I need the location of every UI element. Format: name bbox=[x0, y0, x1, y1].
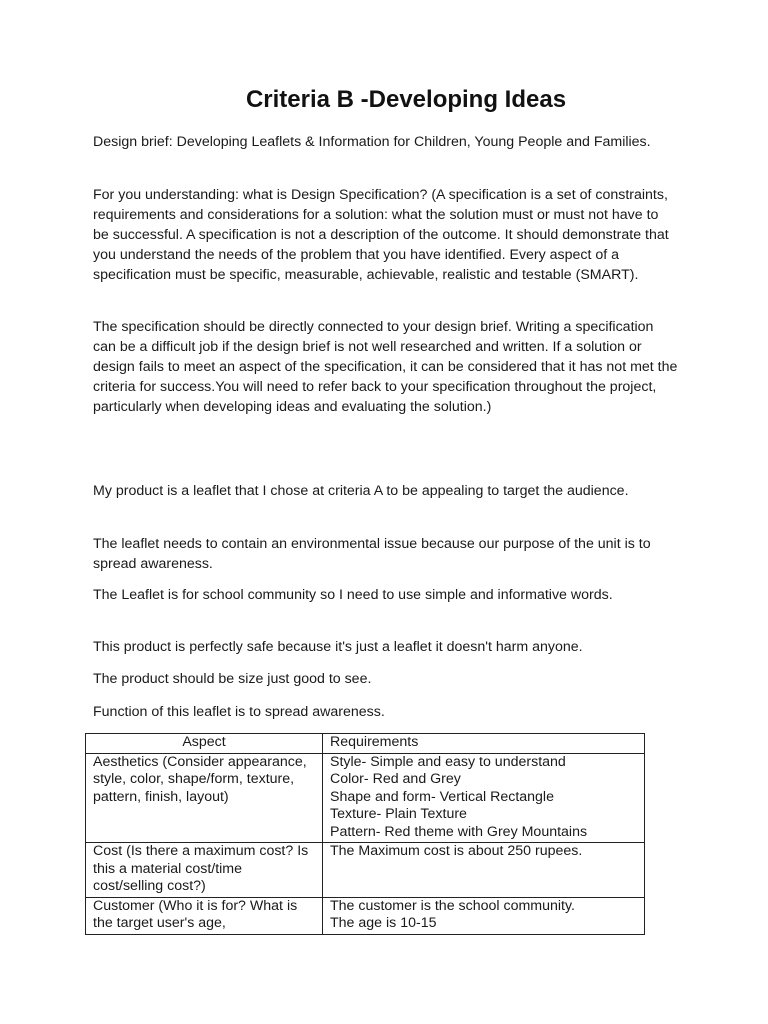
requirement-line: The customer is the school community. bbox=[330, 897, 575, 914]
table-header-row bbox=[86, 734, 645, 754]
header-aspect: Aspect bbox=[86, 734, 323, 754]
specification-definition-paragraph: For you understanding: what is Design Specification? (A specification is a set of constraints, requirements and considerations for a solution: what the solution must or must not have to be successful. A specification is not a description of the outcome. It should demonstrate that you understand the needs of the problem that you have identified. Every aspect of a specification must be specific, measurable, achievable, realistic and testable (SMART). bbox=[93, 187, 669, 283]
requirement-line: Style- Simple and easy to understand bbox=[330, 753, 566, 770]
requirements-cell-customer bbox=[323, 897, 645, 934]
requirements-cell-aesthetics bbox=[323, 753, 645, 843]
size-paragraph: The product should be size just good to see. bbox=[93, 671, 372, 687]
aspect-cell-aesthetics: Aesthetics (Consider appearance, style, color, shape/form, texture, pattern, finish, layout) bbox=[86, 753, 323, 843]
school-paragraph: The Leaflet is for school community so I need to use simple and informative words. bbox=[93, 587, 613, 603]
table-row bbox=[86, 753, 645, 843]
specification-table bbox=[85, 733, 645, 935]
aspect-cell-customer: Customer (Who it is for? What is the target user's age, bbox=[86, 897, 323, 934]
environment-paragraph: The leaflet needs to contain an environmental issue because our purpose of the unit is to spread awareness. bbox=[93, 536, 651, 572]
safety-paragraph: This product is perfectly safe because it's just a leaflet it doesn't harm anyone. bbox=[93, 639, 583, 655]
table-row bbox=[86, 897, 645, 934]
requirements-cell-cost bbox=[323, 843, 645, 898]
requirement-line: Color- Red and Grey bbox=[330, 771, 461, 787]
requirement-line: The age is 10-15 bbox=[330, 915, 437, 931]
header-requirements: Requirements bbox=[323, 734, 645, 754]
function-paragraph: Function of this leaflet is to spread awareness. bbox=[93, 704, 385, 720]
aspect-cell-cost: Cost (Is there a maximum cost? Is this a material cost/time cost/selling cost?) bbox=[86, 843, 323, 898]
requirement-line: Shape and form- Vertical Rectangle bbox=[330, 788, 554, 805]
requirement-line: Texture- Plain Texture bbox=[330, 806, 467, 822]
requirement-line: The Maximum cost is about 250 rupees. bbox=[330, 843, 583, 859]
requirement-line: Pattern- Red theme with Grey Mountains bbox=[330, 823, 588, 840]
product-paragraph: My product is a leaflet that I chose at criteria A to be appealing to target the audience. bbox=[93, 483, 629, 499]
page-title: Criteria B -Developing Ideas bbox=[245, 86, 567, 113]
table-row bbox=[86, 843, 645, 898]
specification-connection-paragraph: The specification should be directly connected to your design brief. Writing a specification can be a difficult job if the design brief is not well researched and written. If a solution or design fails to meet an aspect of the specification, it can be considered that it has not met the criteria for success.You will need to refer back to your specification throughout the project, particularly when developing ideas and evaluating the solution.) bbox=[93, 319, 678, 415]
design-brief-paragraph: Design brief: Developing Leaflets & Information for Children, Young People and Families. bbox=[93, 134, 651, 150]
